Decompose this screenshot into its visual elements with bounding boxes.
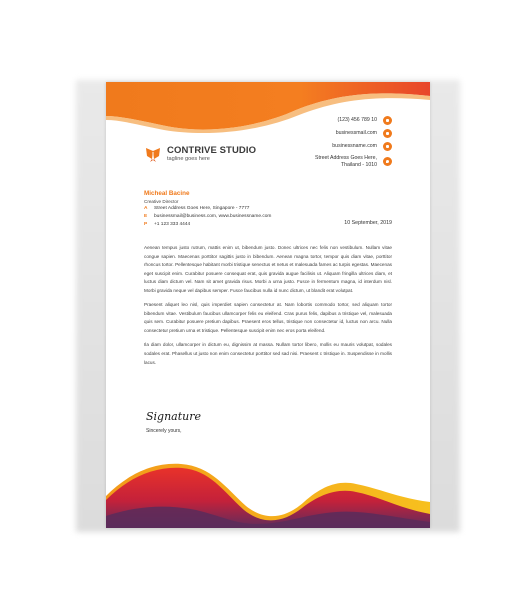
contact-phone-text: (123) 456 789 10 — [337, 117, 377, 124]
recipient-title: Creative Director — [144, 199, 179, 204]
bottom-wave-decoration — [106, 458, 430, 528]
company-name: CONTRIVE STUDIO — [167, 145, 257, 156]
body-paragraph: Aenean tempus justo rutrum, mattis enim ut, bibendum justo. Donec ultrices nec felis non vestibulum. Nullam vitae congue sapien. Maecenas porttitor sagittis justo in bibendum. Aenean magna tortor, tempor quis diam vitae, porttitor rhoncus tortor. Pellentesque habitant morbi tristique senectus et netus et malesuada fames ac turpis egestas. Maecenas eget suscipit enim. Curabitur posuere consequat erat, quis gravida augue facilisis ut. Aliquam fringilla ultrices diam, et luctus diam dictum vel. Nam sit amet gravida risus. Morbi a urna justo. Fusce in fermentum magna, id interdum nisl. Morbi gravida neque vel dapibus semper. Fusce faucibus nulla id nunc dictum, ut blandit erat volutpat. — [144, 245, 392, 293]
contact-address-line2: Thailand - 1010 — [340, 161, 377, 168]
recipient-address — [144, 205, 271, 213]
contact-email — [272, 129, 392, 138]
globe-icon — [383, 142, 392, 151]
letterhead-page — [106, 82, 430, 528]
address-text: Street Address Goes Here, Singapore - 7777 — [154, 206, 250, 211]
closing-text: Sincerely yours, — [146, 428, 182, 434]
body-paragraph: Praesent aliquet leo nisl, quis imperdiet sapien consectetur at. Nam lobortis commodo tortor, sed aliquam tortor bibendum vitae. Vestibulum faucibus ullamcorper felis eu eleifend. Cras purus felis, dapibus a tristique vel, malesuada quis sem. Curabitur posuere pretium dapibus. Praesent eros tellus, tristique non consectetur id, luctus non arcu. Nulla consectetur pretium urna et tristique. Pellentesque suscipit enim nec eros porta eleifend. — [144, 302, 392, 333]
body-paragraph: Ila diam dolor, ullamcorper in dictum eu, dignissim at massa. Nullam tortor libero, mollis eu mauris volutpat, sodales sodales erat. Phasellus ut justo non enim consectetur porttitor sed sad nisi. Praesent c tristique in. Suspendisse in mollis lacus. — [144, 342, 392, 365]
recipient-email — [144, 213, 271, 221]
location-pin-icon — [383, 157, 392, 166]
signature: Signature — [146, 410, 202, 423]
phone-text: +1 123 333 4444 — [154, 222, 191, 228]
recipient-block — [144, 190, 271, 230]
recipient-phone — [144, 221, 271, 229]
letter-body — [144, 244, 392, 373]
contact-address-line1: Street Address Goes Here, — [315, 155, 377, 161]
contact-address — [272, 155, 392, 168]
company-tagline: tagline goes here — [167, 156, 210, 162]
contact-address-text — [315, 155, 377, 168]
contact-website-text: businessname.com — [332, 143, 377, 150]
email-icon — [383, 129, 392, 138]
email-text: businessmail@business.com, www.businessname.com — [154, 214, 272, 220]
phone-icon — [383, 116, 392, 125]
address-label: A — [144, 206, 148, 211]
phone-label: P — [144, 222, 148, 228]
letter-date: 10 September, 2019 — [344, 220, 392, 226]
contact-phone — [272, 116, 392, 125]
contact-block — [272, 116, 392, 172]
company-logo — [144, 146, 256, 163]
contact-email-text: businessmail.com — [335, 130, 377, 137]
email-label: E — [144, 214, 148, 220]
contact-website — [272, 142, 392, 151]
recipient-name: Micheal Bacine — [144, 190, 190, 197]
butterfly-logo-icon — [144, 147, 162, 163]
